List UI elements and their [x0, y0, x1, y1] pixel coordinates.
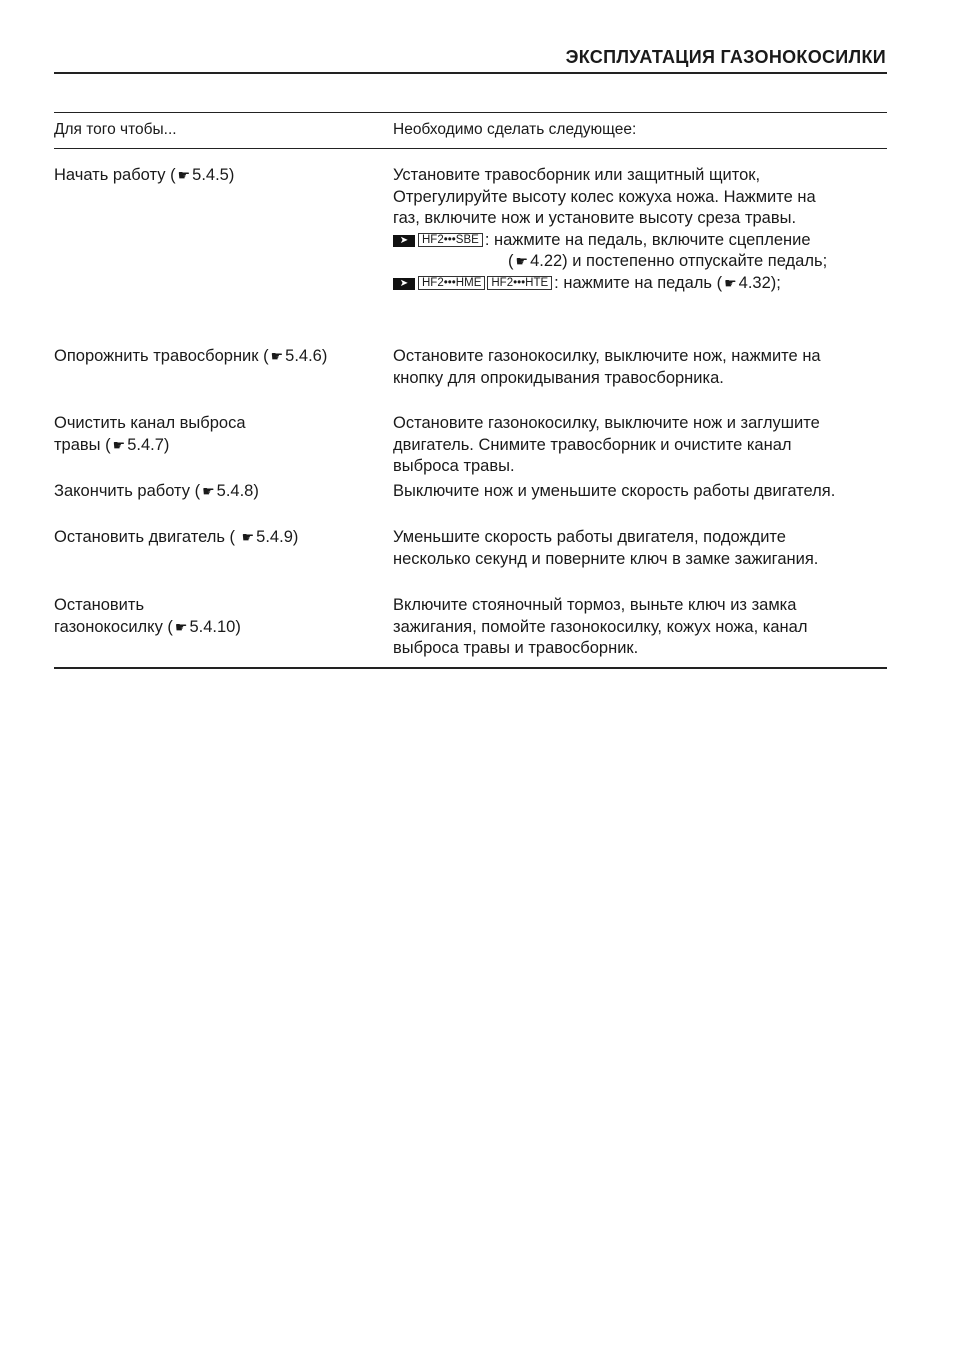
pointing-hand-icon: ☛: [174, 618, 188, 635]
table-row-instruction: Уменьшите скорость работы двигателя, подождите несколько секунд и поверните ключ в замке зажигания.: [393, 528, 819, 568]
column-header-goal: Для того чтобы...: [54, 121, 177, 138]
pointing-hand-icon: ☛: [515, 253, 529, 269]
pointing-hand-icon: ☛: [270, 348, 284, 364]
table-row-instruction: Включите стояночный тормоз, выньте ключ из замка зажигания, помойте газонокосилку, кожух ножа, канал выброса травы и травосборник.: [393, 596, 808, 657]
table-row-instruction: Выключите нож и уменьшите скорость работы двигателя.: [393, 482, 836, 500]
arrow-right-icon: ➤: [393, 278, 415, 290]
table-bottom-rule: [54, 667, 887, 669]
pointing-hand-icon: ☛: [241, 529, 255, 545]
table-row-goal: Остановить газонокосилку ( ☛ 5.4.10): [54, 595, 384, 638]
pointing-hand-icon: ☛: [177, 167, 191, 183]
table-row-instruction: Установите травосборник или защитный щиток, Отрегулируйте высоту колес кожуха ножа. Нажмите на газ, включите нож и установите высоту среза травы. ➤ HF2•••SBE : нажмите на педаль, включите сцепление ( ☛ 4.22) и постепенно отпускайте педаль; ➤ HF2•••HME HF2•••HTE : нажмите на педаль ( ☛ 4.32);: [393, 165, 893, 294]
table-row-goal: Начать работу ( ☛ 5.4.5): [54, 165, 384, 187]
arrow-right-icon: ➤: [393, 235, 415, 247]
table-row-goal: Очистить канал выброса травы ( ☛ 5.4.7): [54, 413, 384, 456]
model-line: ( ☛ 4.22) и постепенно отпускайте педаль;: [393, 251, 893, 273]
table-top-rule: [54, 112, 887, 113]
pointing-hand-icon: ☛: [724, 274, 737, 291]
table-row-goal: Опорожнить травосборник ( ☛ 5.4.6): [54, 346, 384, 368]
model-tag: HF2•••HME: [418, 276, 485, 290]
table-row-goal: Остановить двигатель ( ☛ 5.4.9): [54, 527, 384, 549]
model-line: ➤ HF2•••SBE : нажмите на педаль, включите сцепление: [393, 230, 893, 252]
model-tag: HF2•••SBE: [418, 233, 483, 247]
table-row-instruction: Остановите газонокосилку, выключите нож, нажмите на кнопку для опрокидывания травосборника.: [393, 347, 821, 387]
pointing-hand-icon: ☛: [112, 436, 126, 453]
model-tag: HF2•••HTE: [487, 276, 552, 290]
table-row-instruction: Остановите газонокосилку, выключите нож и заглушите двигатель. Снимите травосборник и очистите канал выброса травы.: [393, 414, 820, 475]
header-divider: [54, 72, 887, 74]
model-line: ➤ HF2•••HME HF2•••HTE : нажмите на педаль ( ☛ 4.32);: [393, 273, 893, 295]
page-title: ЭКСПЛУАТАЦИЯ ГАЗОНОКОСИЛКИ: [565, 47, 886, 67]
table-header-rule: [54, 148, 887, 149]
column-header-action: Необходимо сделать следующее:: [393, 121, 637, 138]
table-row-goal: Закончить работу ( ☛ 5.4.8): [54, 481, 384, 503]
pointing-hand-icon: ☛: [202, 483, 215, 499]
